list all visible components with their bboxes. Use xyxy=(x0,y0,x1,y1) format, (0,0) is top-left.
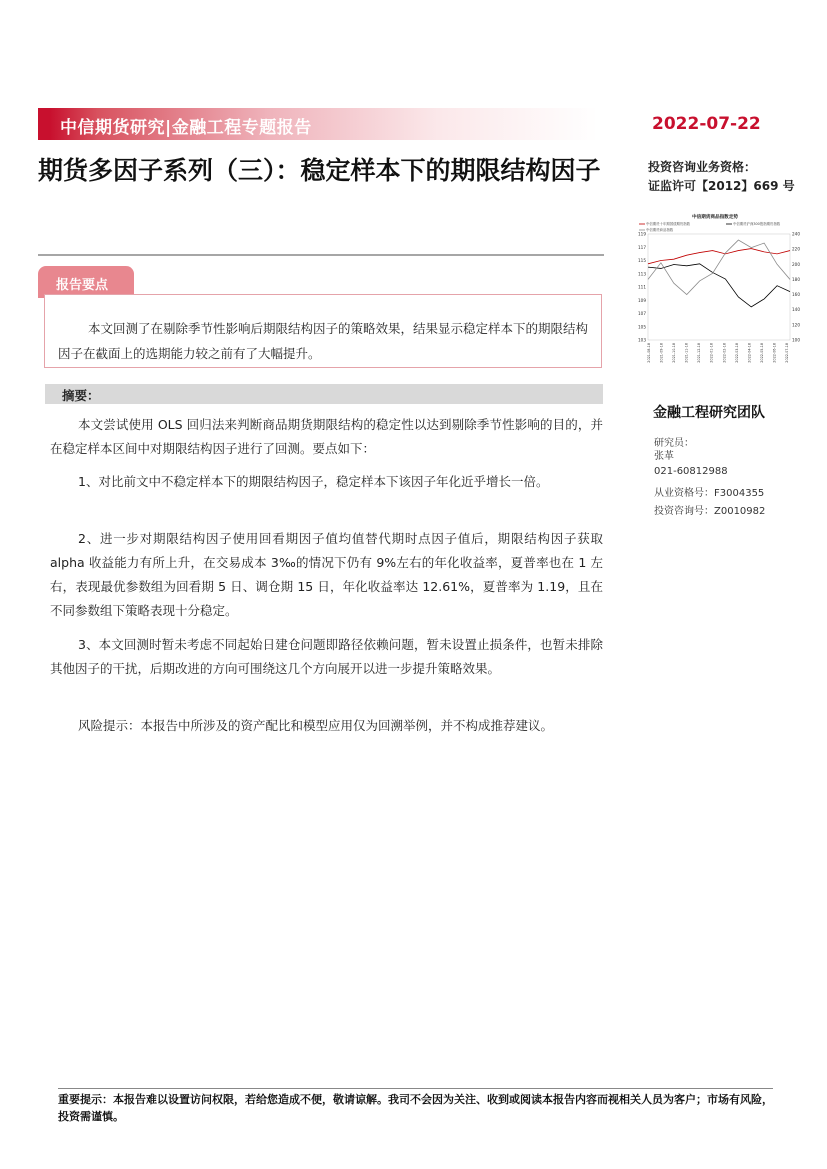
x-axis-tick: 2022-06-18 xyxy=(772,343,777,363)
x-axis-tick: 2022-01-18 xyxy=(709,343,714,363)
chart-legend xyxy=(639,221,781,232)
x-axis-tick: 2021-10-18 xyxy=(672,343,677,363)
researcher-name: 张革 xyxy=(654,451,674,462)
x-axis-tick: 2022-04-18 xyxy=(747,343,752,363)
right-axis-tick: 160 xyxy=(792,292,800,298)
researcher-advisory-id: 投资咨询号：Z0010982 xyxy=(654,506,766,517)
left-axis-tick: 113 xyxy=(638,271,646,277)
left-axis-tick: 107 xyxy=(638,311,646,316)
x-axis-tick: 2022-03-18 xyxy=(734,343,739,363)
left-axis-tick: 105 xyxy=(638,324,646,330)
x-axis-tick: 2021-11-18 xyxy=(684,343,689,363)
researcher-phone: 021-60812988 xyxy=(654,466,728,477)
researcher-license: 从业资格号：F3004355 xyxy=(654,488,765,499)
right-axis-tick: 140 xyxy=(792,307,800,313)
series-line xyxy=(648,264,790,307)
left-axis-tick: 117 xyxy=(638,244,646,250)
key-points-text: 本文回测了在剔除季节性影响后期限结构因子的策略效果，结果显示稳定样本下的期限结构因子在截面上的选期能力较之前有了大幅提升。 xyxy=(58,321,589,361)
footer-divider xyxy=(58,1088,773,1089)
right-axis-tick: 200 xyxy=(792,261,800,267)
summary-paragraph: 3、本文回测时暂未考虑不同起始日建仓问题即路径依赖问题，暂未设置止损条件，也暂未排除其他因子的干扰，后期改进的方向可围绕这几个方向展开以进一步提升策略效果。 xyxy=(50,637,603,676)
summary-paragraph: 本文尝试使用 OLS 回归法来判断商品期货期限结构的稳定性以达到剔除季节性影响的目的，并在稳定样本区间中对期限结构因子进行了回测。要点如下： xyxy=(50,417,603,456)
legend-label-bond: 中信期货十年期国债期货指数 xyxy=(646,222,691,227)
chart-title: 中信期货商品指数走势 xyxy=(692,215,738,220)
legend-label-commodity: 中信期货商品指数 xyxy=(646,228,674,233)
right-axis-tick: 100 xyxy=(792,337,800,343)
x-axis-tick: 2022-05-18 xyxy=(759,343,764,363)
summary-paragraph: 2、进一步对期限结构因子使用回看期因子值均值替代期时点因子值后，期限结构因子获取 alpha 收益能力有所上升，在交易成本 3‰的情况下仍有 9%左右的年化收益率，夏普率也在 1 左右，表现最优参数组为回看期 5 日、调仓期 15 日，年化收益率达 12.61%，夏普率为 1.19，且在不同参数组下策略表现十分稳定。 xyxy=(50,531,603,618)
footer-disclaimer: 重要提示：本报告难以设置访问权限，若给您造成不便，敬请谅解。我司不会因为关注、收到或阅读本报告内容而视相关人员为客户；市场有风险，投资需谨慎。 xyxy=(58,1093,773,1123)
left-axis-tick: 111 xyxy=(638,284,646,290)
right-axis-tick: 180 xyxy=(792,276,800,282)
qualification-line-1: 投资咨询业务资格： xyxy=(648,160,757,174)
x-axis-tick: 2022-07-18 xyxy=(785,343,789,363)
report-series: 中信期货研究|金融工程专题报告 xyxy=(60,118,312,138)
title-divider xyxy=(38,254,604,256)
report-date: 2022-07-22 xyxy=(652,114,761,134)
risk-warning: 风险提示：本报告中所涉及的资产配比和模型应用仅为回溯举例，并不构成推荐建议。 xyxy=(78,718,554,733)
team-title: 金融工程研究团队 xyxy=(653,405,765,421)
x-axis-tick: 2022-02-18 xyxy=(722,343,727,363)
report-title: 期货多因子系列（三）：稳定样本下的期限结构因子 xyxy=(38,156,601,185)
researcher-role: 研究员： xyxy=(654,438,694,449)
commodity-index-chart xyxy=(620,212,810,384)
summary-header-bar xyxy=(45,384,603,404)
x-axis-tick: 2021-08-18 xyxy=(647,343,651,363)
x-axis-tick: 2021-12-18 xyxy=(697,343,702,363)
series-line xyxy=(648,240,790,295)
qualification-line-2: 证监许可【2012】669 号 xyxy=(648,179,795,193)
right-axis-tick: 120 xyxy=(792,322,800,328)
summary-paragraph: 1、对比前文中不稳定样本下的期限结构因子，稳定样本下该因子年化近乎增长一倍。 xyxy=(78,474,549,489)
legend-label-equity: 中信期货沪深300股指期货指数 xyxy=(733,222,781,227)
left-axis-tick: 115 xyxy=(638,258,646,263)
key-points-label: 报告要点 xyxy=(56,278,109,293)
summary-label: 摘要： xyxy=(62,388,100,403)
left-axis-tick: 109 xyxy=(638,297,646,303)
x-axis-tick: 2021-09-18 xyxy=(659,343,664,363)
left-axis-tick: 119 xyxy=(638,231,646,237)
right-axis-tick: 220 xyxy=(792,246,800,252)
left-axis-tick: 103 xyxy=(638,337,646,343)
right-axis-tick: 240 xyxy=(792,231,800,237)
